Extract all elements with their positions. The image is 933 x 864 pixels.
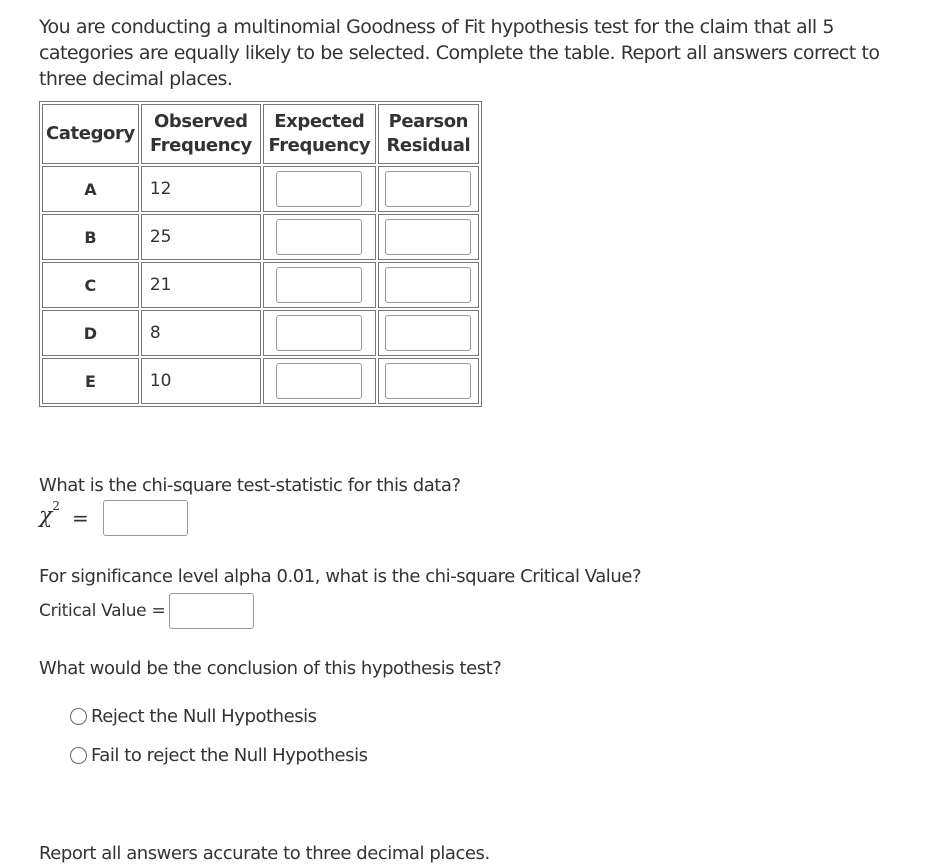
table-row	[42, 214, 479, 260]
table-header-row	[42, 104, 479, 164]
fail-to-reject-null-label: Fail to reject the Null Hypothesis	[91, 745, 368, 766]
expected-frequency-header: Expected Frequency	[263, 104, 376, 164]
expected-frequency-input[interactable]	[276, 219, 362, 255]
critical-value-answer-row	[39, 593, 254, 629]
category-cell: A	[42, 166, 139, 212]
radio-button-icon[interactable]	[70, 747, 87, 764]
footer-note: Report all answers accurate to three decimal places.	[39, 843, 490, 864]
observed-frequency-cell: 21	[141, 262, 261, 308]
table-row	[42, 262, 479, 308]
expected-frequency-input[interactable]	[276, 315, 362, 351]
chi-square-answer-row	[39, 500, 188, 536]
conclusion-question: What would be the conclusion of this hypothesis test?	[39, 658, 502, 679]
pearson-residual-input[interactable]	[385, 363, 471, 399]
observed-frequency-cell: 8	[141, 310, 261, 356]
chi-square-symbol: $\chi^2$	[39, 499, 60, 529]
observed-frequency-cell: 12	[141, 166, 261, 212]
chi-square-question: What is the chi-square test-statistic for this data?	[39, 475, 461, 496]
reject-null-label: Reject the Null Hypothesis	[91, 706, 317, 727]
pearson-residual-input[interactable]	[385, 171, 471, 207]
goodness-of-fit-table	[39, 101, 482, 407]
critical-value-input[interactable]	[169, 593, 254, 629]
pearson-residual-header: Pearson Residual	[378, 104, 479, 164]
table-row	[42, 310, 479, 356]
category-cell: B	[42, 214, 139, 260]
pearson-residual-input[interactable]	[385, 219, 471, 255]
expected-frequency-input[interactable]	[276, 171, 362, 207]
table-row	[42, 358, 479, 404]
pearson-residual-input[interactable]	[385, 267, 471, 303]
pearson-residual-input[interactable]	[385, 315, 471, 351]
reject-null-option[interactable]	[70, 706, 317, 727]
expected-frequency-input[interactable]	[276, 267, 362, 303]
fail-to-reject-null-option[interactable]	[70, 745, 368, 766]
critical-value-question: For significance level alpha 0.01, what is the chi-square Critical Value?	[39, 566, 642, 587]
observed-frequency-header: Observed Frequency	[141, 104, 261, 164]
critical-value-label: Critical Value =	[39, 601, 166, 621]
observed-frequency-cell: 25	[141, 214, 261, 260]
expected-frequency-input[interactable]	[276, 363, 362, 399]
category-header: Category	[42, 104, 139, 164]
observed-frequency-cell: 10	[141, 358, 261, 404]
category-cell: E	[42, 358, 139, 404]
radio-button-icon[interactable]	[70, 708, 87, 725]
table-row	[42, 166, 479, 212]
instructions-text: You are conducting a multinomial Goodness of Fit hypothesis test for the claim that all 5 categories are equally likely to be selected. Complete the table. Report all answers correct to three decimal places.	[39, 16, 880, 90]
category-cell: D	[42, 310, 139, 356]
equals-sign: =	[71, 506, 89, 530]
chi-square-statistic-input[interactable]	[103, 500, 188, 536]
category-cell: C	[42, 262, 139, 308]
